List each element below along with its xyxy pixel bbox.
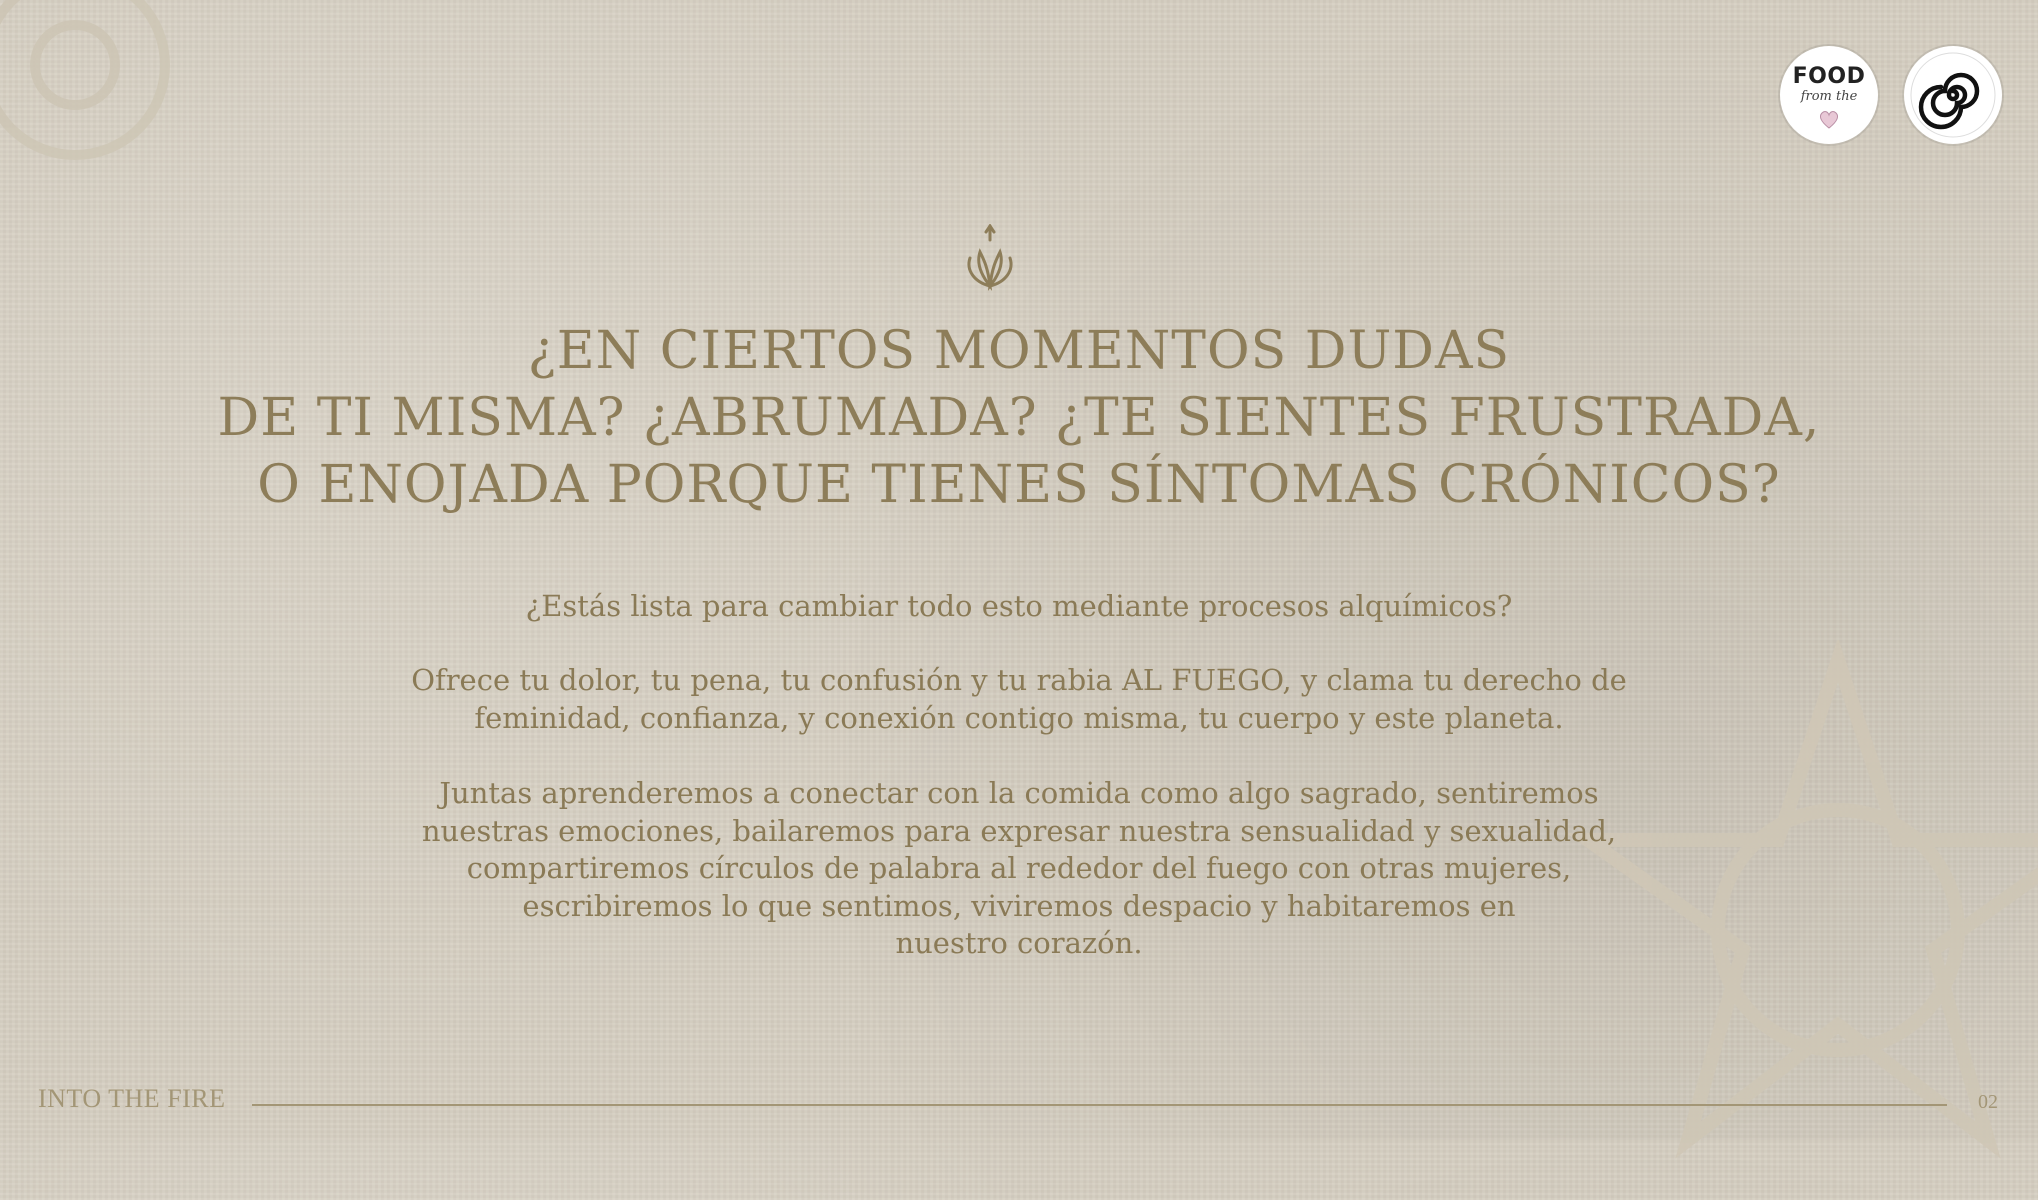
paragraph-line: ¿Estás lista para cambiar todo esto mediante procesos alquímicos?: [525, 589, 1513, 623]
headline-line-2: DE TI MISMA? ¿ABRUMADA? ¿TE SIENTES FRUSTRADA,: [217, 388, 1821, 448]
paragraph-line: escribiremos lo que sentimos, viviremos despacio y habitaremos en: [522, 888, 1516, 923]
lotus-ornament-icon: [962, 224, 1018, 292]
page-number: 02: [1978, 1091, 1998, 1113]
spiral-icon: [1904, 46, 2002, 144]
paragraph-line: compartiremos círculos de palabra al rededor del fuego con otras mujeres,: [466, 851, 1572, 885]
paragraph-line: Juntas aprenderemos a conectar con la comida como algo sagrado, sentiremos: [439, 776, 1599, 810]
the-joy-alchemist-logo: [1904, 46, 2002, 144]
footer-divider: [252, 1104, 1947, 1106]
offer-paragraph: [0, 662, 2038, 737]
footer-title: INTO THE FIRE: [38, 1084, 226, 1113]
paragraph-line: nuestras emociones, bailaremos para expresar nuestra sensualidad y sexualidad,: [421, 813, 1617, 848]
intro-question-paragraph: [0, 588, 2038, 626]
paragraph-line: nuestro corazón.: [895, 926, 1143, 960]
headline-line-3: O ENOJADA PORQUE TIENES SÍNTOMAS CRÓNICOS?: [257, 455, 1781, 515]
headline-line-1: ¿EN CIERTOS MOMENTOS DUDAS: [527, 321, 1511, 381]
headline: [0, 318, 2038, 519]
food-logo-word: FOOD: [1792, 64, 1866, 89]
paragraph-line: Ofrece tu dolor, tu pena, tu confusión y tu rabia AL FUEGO, y clama tu derecho de: [411, 663, 1627, 697]
paragraph-line: feminidad, confianza, y conexión contigo misma, tu cuerpo y este planeta.: [474, 700, 1564, 735]
background-circle-decoration: [0, 0, 190, 180]
together-paragraph: [0, 775, 2038, 963]
heart-icon: [1818, 108, 1840, 130]
partner-logos: [1780, 46, 2002, 144]
food-logo-subtitle: from the: [1800, 89, 1858, 104]
food-from-the-heart-logo: [1780, 46, 1878, 144]
